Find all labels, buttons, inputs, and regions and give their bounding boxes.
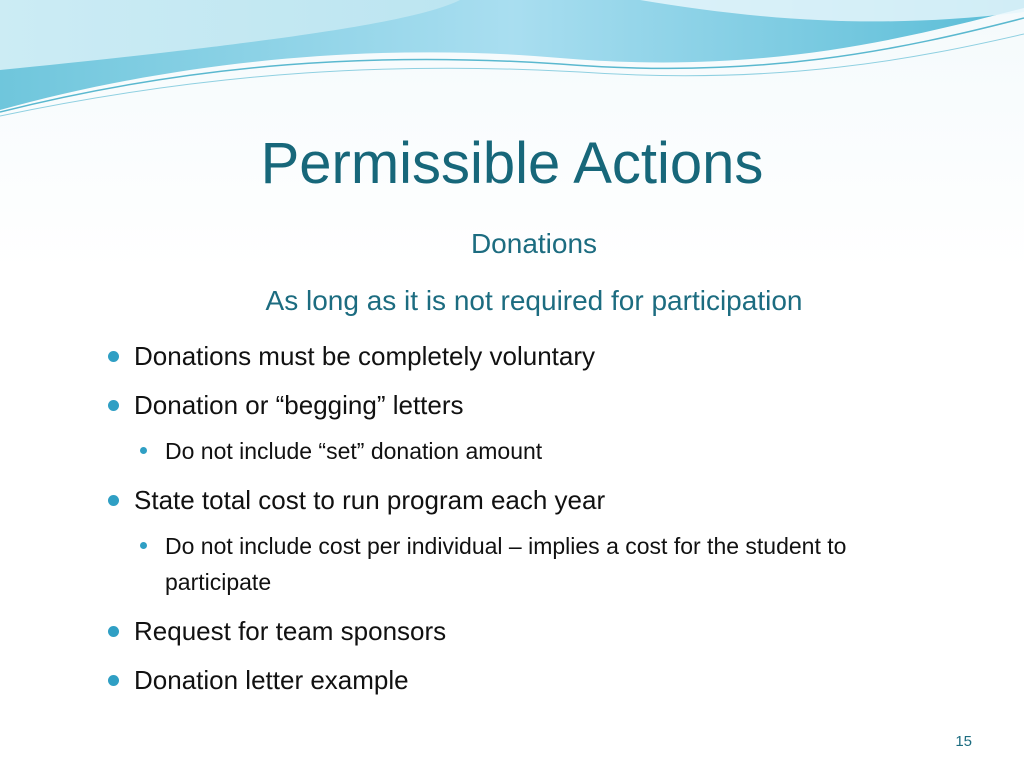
header-wave-decoration <box>0 0 1024 120</box>
bullet-item: Donations must be completely voluntary <box>106 338 926 374</box>
sub-bullet-item: Do not include cost per individual – implies a cost for the student to participate <box>106 528 926 600</box>
bullet-item: Donation letter example <box>106 662 926 698</box>
page-number: 15 <box>955 733 972 750</box>
bullet-list <box>106 338 926 698</box>
slide-subtitle: Donations <box>470 228 598 259</box>
slide-title: Permissible Actions <box>260 131 764 196</box>
bullet-item: State total cost to run program each year <box>106 482 926 518</box>
bullet-item: Donation or “begging” letters <box>106 387 926 423</box>
slide-subtitle-condition: As long as it is not required for participation <box>265 285 803 316</box>
sub-bullet-item: Do not include “set” donation amount <box>106 433 926 469</box>
bullet-item: Request for team sponsors <box>106 613 926 649</box>
